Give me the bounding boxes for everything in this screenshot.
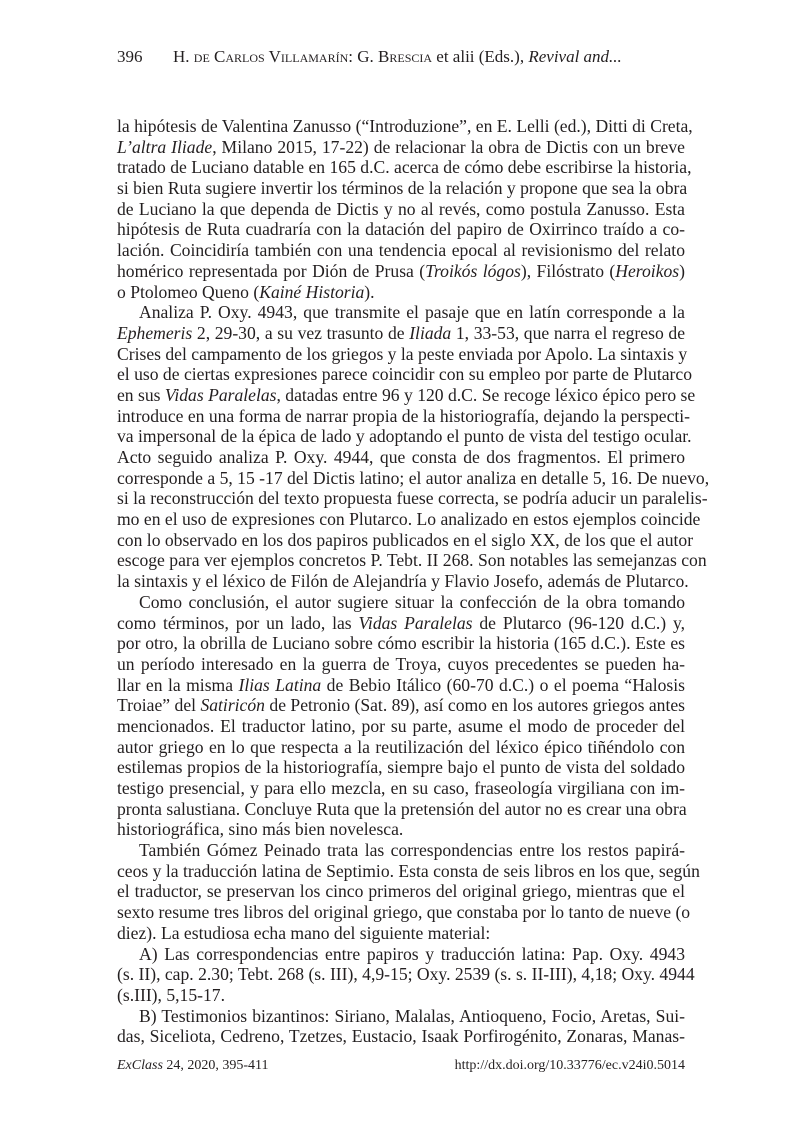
text-segment: Como conclusión, el autor sugiere situar la confección de la obra tomando (139, 591, 685, 612)
text-segment: llar en la misma (117, 674, 239, 695)
text-segment: (s.III), 5,15-17. (117, 984, 225, 1005)
author-name: Carlos Villamarín (214, 47, 349, 66)
text-segment: el traductor, se preservan los cinco primeros del original griego, mientras que el (117, 881, 685, 902)
text-line (117, 219, 685, 240)
text-segment: va impersonal de la épica de lado y adoptando el punto de vista del testigo ocular. (117, 426, 692, 447)
text-segment: ceos y la traducción latina de Septimio. Esta consta de seis libros en los que, según (117, 860, 700, 881)
text-line (117, 282, 685, 303)
text-segment: introduce en una forma de narrar propia de la historiografía, dejando la perspecti- (117, 405, 691, 426)
text-line (117, 364, 692, 385)
text-segment: por otro, la obrilla de Luciano sobre cómo escribir la historia (165 d.C.). Este es (117, 633, 685, 654)
italic-title: L’altra Iliade (117, 136, 213, 157)
text-segment: escoge para ver ejemplos concretos P. Tebt. II 268. Son notables las semejanzas con (117, 550, 707, 571)
text-segment: hipótesis de Ruta cuadraría con la datación del papiro de Oxirrinco traído a co- (117, 219, 685, 240)
text-segment: , datadas entre 96 y 120 d.C. Se recoge léxico épico pero se (276, 384, 696, 405)
book-title: Revival and... (528, 47, 622, 66)
text-line (117, 592, 685, 613)
text-line (117, 426, 692, 447)
text-segment: un período interesado en la guerra de Troya, cuyos precedentes se pueden ha- (117, 653, 685, 674)
author-prefix: H. (173, 47, 194, 66)
text-segment: Acto seguido analiza P. Oxy. 4944, que consta de dos fragmentos. El primero (117, 447, 685, 467)
text-line (117, 716, 685, 737)
text-line (117, 178, 688, 199)
doi-link[interactable]: http://dx.doi.org/10.33776/ec.v24i0.5014 (454, 1058, 685, 1073)
text-segment: das, Siceliota, Cedreno, Tzetzes, Eustacio, Isaak Porfirogénito, Zonaras, Manas- (117, 1026, 685, 1047)
text-line (117, 923, 685, 944)
text-segment: ), Filóstrato ( (520, 260, 616, 281)
editor-name: Brescia (378, 47, 433, 66)
text-line (117, 384, 696, 406)
text-line (117, 675, 685, 696)
text-line (117, 550, 707, 571)
text-segment: como términos, por un lado, las (117, 612, 359, 633)
text-segment: o Ptolomeo Queno ( (117, 281, 260, 302)
text-segment: si bien Ruta sugiere invertir los términos de la relación y propone que sea la obra (117, 178, 688, 199)
italic-title: Ilias Latina (238, 674, 322, 695)
text-line (117, 778, 685, 799)
text-line (117, 902, 691, 923)
page-footer (117, 1057, 685, 1075)
text-line (117, 1026, 685, 1047)
text-segment: lación. Coincidiría también con una tendencia epocal al revisionismo del relato (117, 240, 685, 261)
text-segment: de Bebio Itálico (60-70 d.C.) o el poema “Halosis (321, 674, 685, 695)
text-line (117, 860, 700, 882)
text-line (117, 467, 710, 489)
text-segment: 1, 33-53, que narra el regreso de (451, 322, 685, 343)
text-segment: pronta salustiana. Concluye Ruta que la pretensión del autor no es crear una obra (117, 798, 687, 819)
text-segment: de Plutarco (96-120 d.C.) y, (472, 612, 685, 633)
text-line (117, 613, 685, 634)
italic-title: Satiricón (200, 695, 265, 716)
text-line (117, 799, 685, 820)
text-line (117, 405, 691, 427)
text-segment: autor griego en lo que respecta a la reutilización del léxico épico tiñéndolo con (117, 736, 685, 757)
text-line (117, 654, 685, 675)
text-line (117, 985, 685, 1006)
journal-name: ExClass (117, 1058, 163, 1073)
text-segment: testigo presencial, y para ello mezcla, en su caso, fraseología virgiliana con im- (117, 778, 685, 798)
text-line (117, 447, 685, 468)
text-segment: También Gómez Peinado trata las correspondencias entre los restos papirá- (139, 840, 685, 861)
journal-volume: 24, 2020, 395-411 (162, 1058, 269, 1073)
text-segment: 2, 29-30, a su vez trasunto de (192, 322, 410, 343)
text-segment: el uso de ciertas expresiones parece coincidir con su empleo por parte de Plutarco (117, 364, 692, 385)
text-segment: Crises del campamento de los griegos y la peste enviada por Apolo. La sintaxis y (117, 343, 688, 364)
text-line (117, 199, 685, 220)
text-line (117, 157, 692, 178)
body-text (117, 116, 710, 1047)
text-segment: en sus (117, 384, 165, 405)
text-line (117, 695, 685, 716)
italic-title: Troikós lógos (425, 260, 521, 281)
italic-title: Ephemeris (117, 322, 193, 343)
text-segment: si la reconstrucción del texto propuesta fuese correcta, se podría aducir un paralelis- (117, 488, 708, 509)
text-segment: (s. II), cap. 2.30; Tebt. 268 (s. III), 4,9-15; Oxy. 2539 (s. s. II-III), 4,18; Oxy. 4944 (117, 964, 695, 985)
text-line (117, 488, 708, 509)
text-line (117, 757, 685, 778)
text-segment: mo en el uso de expresiones con Plutarco. Lo analizado en estos ejemplos coincide (117, 509, 701, 530)
text-line (117, 819, 685, 840)
text-line (117, 737, 685, 758)
text-line (117, 964, 695, 985)
text-segment: , Milano 2015, 17-22) de relacionar la obra de Dictis con un breve (212, 136, 685, 157)
text-segment: la sintaxis y el léxico de Filón de Alejandría y Flavio Josefo, además de Plutarco. (117, 571, 689, 592)
editors-suffix: et alii (Eds.), (432, 47, 529, 66)
text-segment: la hipótesis de Valentina Zanusso (“Introduzione”, en E. Lelli (ed.), Ditti di Creta, (117, 116, 693, 136)
text-segment: sexto resume tres libros del original griego, que constaba por lo tanto de nueve (o (117, 902, 691, 923)
text-line (117, 509, 701, 530)
italic-title: Kainé Historia (259, 281, 365, 302)
text-line (117, 323, 685, 344)
text-line (117, 840, 685, 861)
text-line (117, 137, 685, 158)
text-segment: mencionados. El traductor latino, por su parte, asume el modo de proceder del (117, 715, 685, 736)
italic-title: Iliada (409, 322, 452, 343)
running-header (117, 46, 687, 68)
text-segment: ). (364, 281, 375, 302)
text-segment: Troiae” del (117, 695, 201, 716)
header-separator: : G. (348, 47, 379, 66)
text-segment: corresponde a 5, 15 -17 del Dictis latino; el autor analiza en detalle 5, 16. De nuevo, (117, 467, 710, 488)
text-segment: A) Las correspondencias entre papiros y traducción latina: Pap. Oxy. 4943 (139, 943, 685, 964)
italic-title: Vidas Paralelas (358, 612, 473, 633)
text-segment: estilemas propios de la historiografía, siempre bajo el punto de vista del soldado (117, 757, 685, 778)
text-segment: Analiza P. Oxy. 4943, que transmite el pasaje que en latín corresponde a la (139, 302, 685, 323)
text-line (117, 881, 685, 902)
text-line (117, 571, 689, 592)
text-line (117, 633, 685, 654)
text-line (117, 944, 685, 965)
text-segment: homérico representada por Dión de Prusa ( (117, 260, 426, 281)
text-segment: de Petronio (Sat. 89), así como en los autores griegos antes (264, 695, 686, 716)
page-number: 396 (117, 47, 143, 66)
text-line (117, 261, 685, 282)
text-segment: con lo observado en los dos papiros publicados en el siglo XX, de los que el autor (117, 529, 694, 550)
text-line (117, 1006, 685, 1027)
text-line (117, 116, 693, 137)
text-segment: historiográfica, sino más bien novelesca. (117, 819, 404, 840)
italic-title: Heroikos (615, 260, 680, 281)
text-segment: de Luciano la que dependa de Dictis y no al revés, como postula Zanusso. Esta (117, 198, 685, 219)
text-line (117, 343, 688, 365)
text-segment: tratado de Luciano datable en 165 d.C. acerca de cómo debe escribirse la historia, (117, 157, 692, 178)
journal-citation (117, 1057, 269, 1075)
author-de: de (193, 47, 215, 66)
text-line (117, 240, 685, 261)
text-segment: diez). La estudiosa echa mano del siguiente material: (117, 922, 491, 943)
italic-title: Vidas Paralelas (164, 384, 277, 405)
text-segment: B) Testimonios bizantinos: Siriano, Malalas, Antioqueno, Focio, Aretas, Sui- (139, 1005, 685, 1026)
text-line (117, 529, 694, 551)
text-line (117, 302, 685, 323)
text-segment: ) (679, 260, 686, 281)
